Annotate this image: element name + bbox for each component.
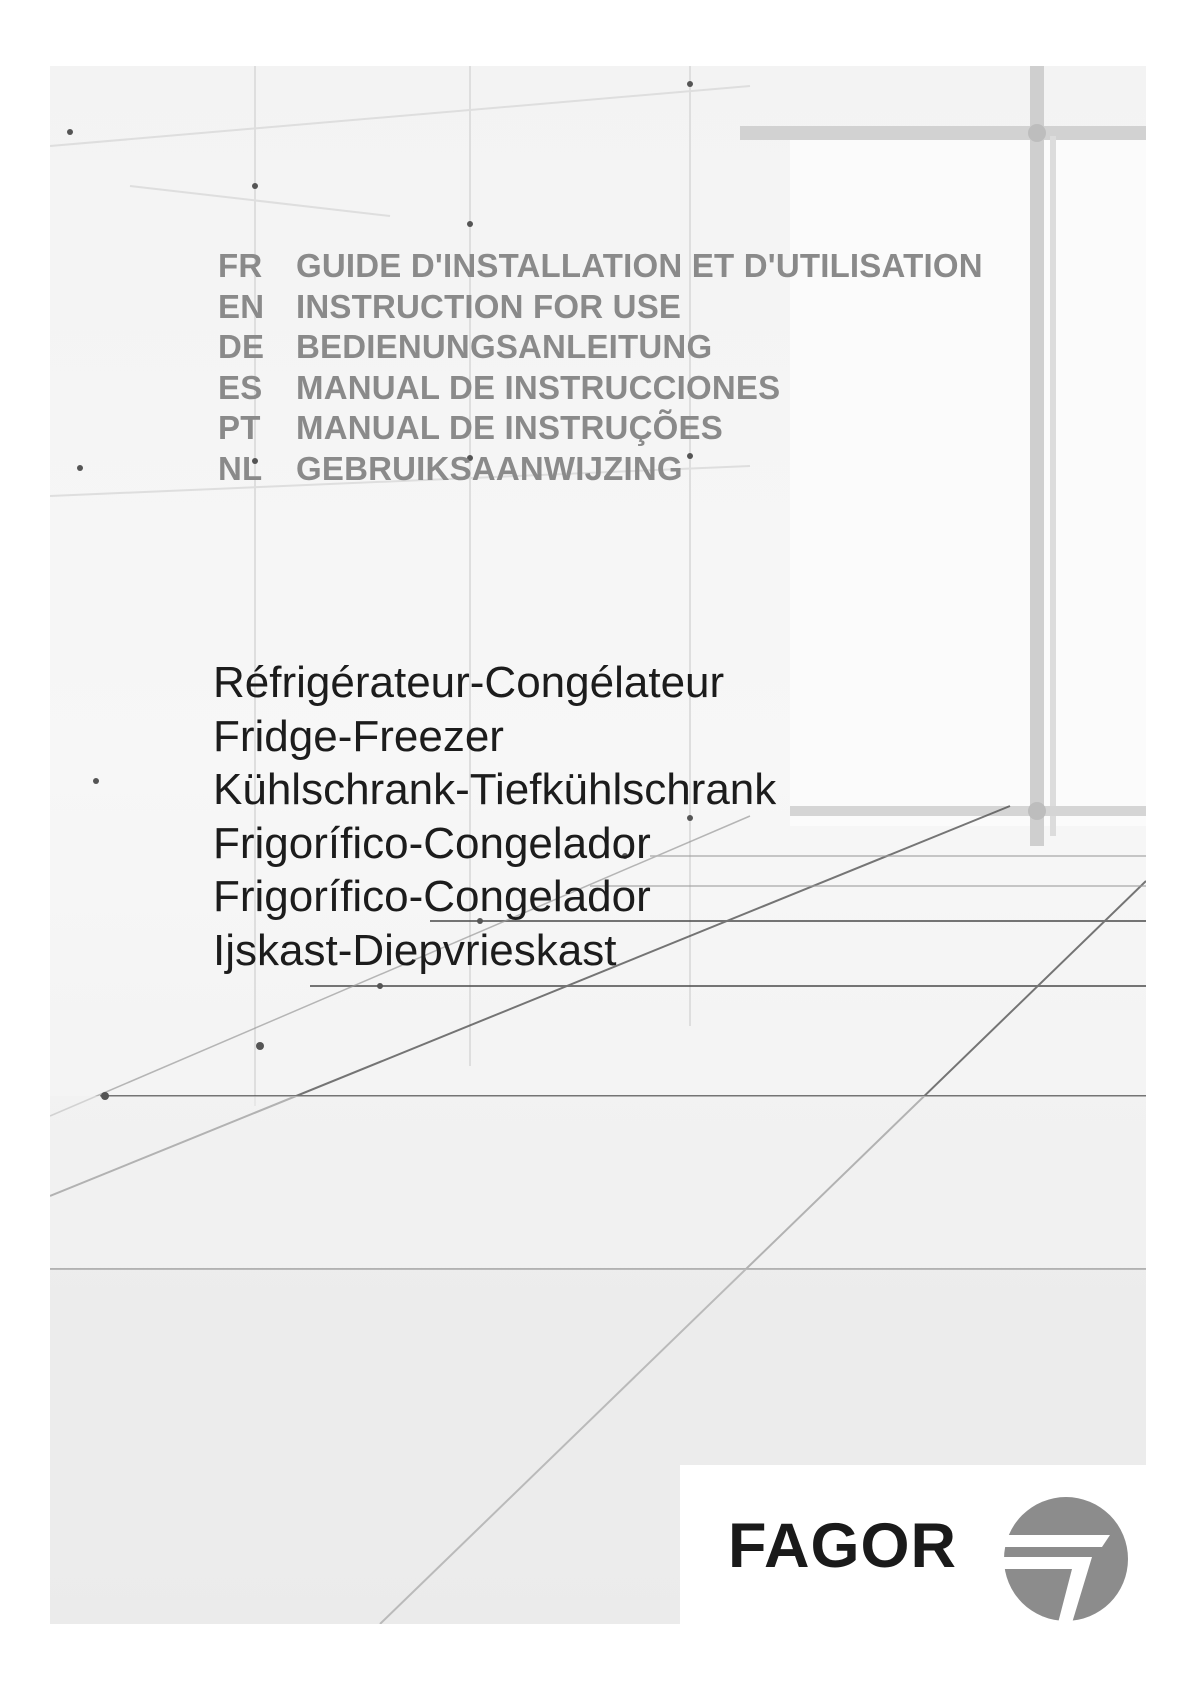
product-name-list <box>213 656 776 977</box>
language-row-fr <box>218 246 983 287</box>
language-row-pt <box>218 408 983 449</box>
product-name-nl: Ijskast-Diepvrieskast <box>213 925 617 975</box>
language-code: ES <box>218 368 263 406</box>
product-name-fr: Réfrigérateur-Congélateur <box>213 658 725 707</box>
language-title: INSTRUCTION FOR USE <box>296 287 682 325</box>
language-title: GEBRUIKSAANWIJZING <box>296 449 683 487</box>
language-row-nl <box>218 449 983 490</box>
product-name-en: Fridge-Freezer <box>213 711 504 761</box>
product-name-es: Frigorífico-Congelador <box>213 818 651 868</box>
language-row-en <box>218 287 983 328</box>
product-name-pt: Frigorífico-Congelador <box>213 872 651 921</box>
language-code: EN <box>218 287 265 325</box>
brand-logo <box>680 1465 1146 1624</box>
brand-name: FAGOR <box>728 1511 958 1581</box>
language-code: PT <box>218 409 261 446</box>
language-row-es <box>218 368 983 409</box>
language-row-de <box>218 327 983 368</box>
language-code: DE <box>218 328 265 365</box>
language-code: FR <box>218 247 263 284</box>
language-title: GUIDE D'INSTALLATION ET D'UTILISATION <box>296 247 983 284</box>
language-title: MANUAL DE INSTRUCCIONES <box>296 368 781 406</box>
language-title: BEDIENUNGSANLEITUNG <box>296 328 713 365</box>
language-title-list <box>218 246 983 489</box>
language-title: MANUAL DE INSTRUÇÕES <box>296 409 723 446</box>
fagor-logo-icon <box>1002 1495 1130 1623</box>
language-code: NL <box>218 449 263 487</box>
product-name-de: Kühlschrank-Tiefkühlschrank <box>213 765 777 814</box>
